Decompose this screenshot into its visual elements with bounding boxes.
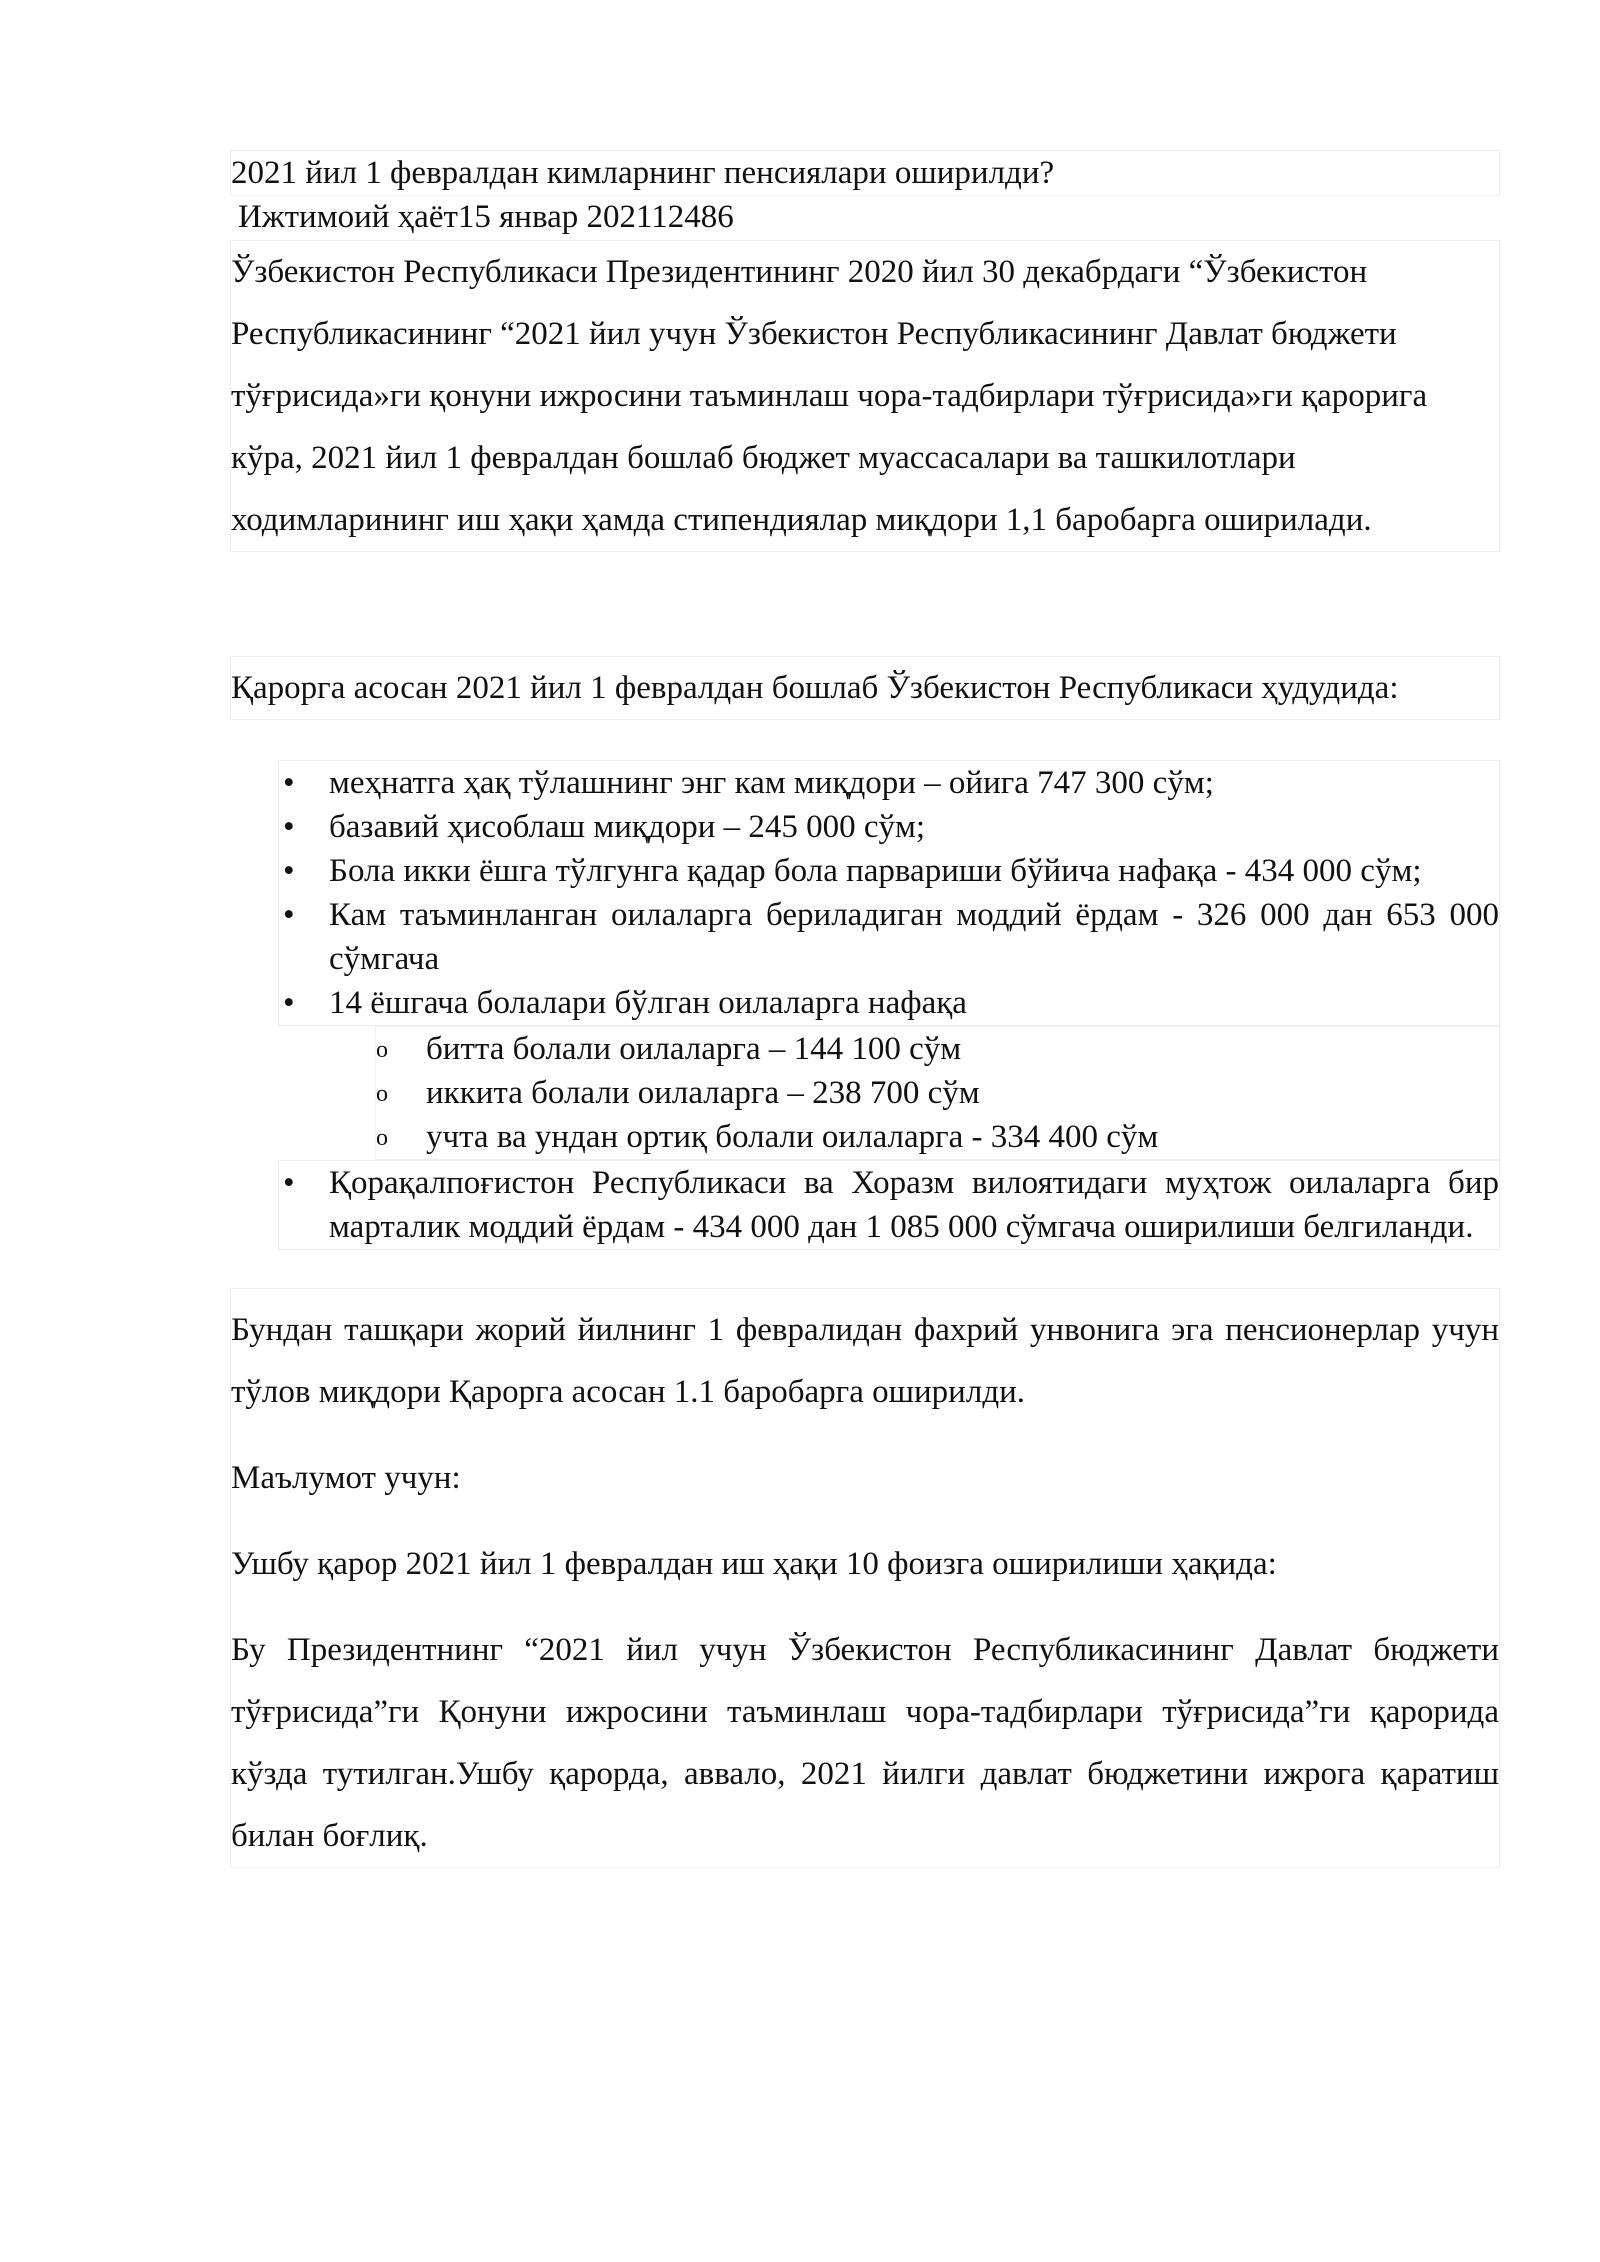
extra-paragraph: Бундан ташқари жорий йилнинг 1 февралидан фахрий унвонига эга пенсионерлар учун тўлов миқдори Қарорга асосан 1.1 баробарга оширилди. <box>231 1312 1499 1410</box>
bullet-icon: • <box>283 985 295 1021</box>
bullet-icon: • <box>283 1165 295 1201</box>
article-meta: Ижтимоий ҳаёт15 январ 202112486 <box>238 199 734 235</box>
sub-list-item-text: учта ва ундан ортиқ болали оилаларга - 334 400 сўм <box>426 1119 1159 1155</box>
bullet-icon: • <box>283 897 295 933</box>
bullet-list-main <box>278 760 1500 1026</box>
list-item-text: Қорақалпоғистон Республикаси ва Хоразм вилоятидаги муҳтож оилаларга бир марталик моддий ёрдам - 434 000 дан 1 085 000 сўмгача оширилиши белгиланди. <box>329 1165 1499 1245</box>
article-title: 2021 йил 1 февралдан кимларнинг пенсиялари оширилди? <box>230 150 1500 196</box>
list-item <box>279 1161 1499 1249</box>
sub-list-item-text: иккита болали оилаларга – 238 700 сўм <box>426 1075 980 1111</box>
circle-bullet-icon: o <box>376 1081 388 1107</box>
list-item-text: меҳнатга ҳақ тўлашнинг энг кам миқдори – ойига 747 300 сўм; <box>329 765 1214 801</box>
list-item-text: 14 ёшгача болалари бўлган оилаларга нафақа <box>329 985 967 1021</box>
sub-list-item <box>376 1115 1499 1159</box>
bullet-list-tail <box>278 1160 1500 1250</box>
list-item-text: Кам таъминланган оилаларга бериладиган моддий ёрдам - 326 000 дан 653 000 сўмгача <box>329 897 1499 977</box>
list-item <box>279 849 1499 893</box>
bullet-icon: • <box>283 765 295 801</box>
sub-list-item-text: битта болали оилаларга – 144 100 сўм <box>426 1031 962 1067</box>
decree-paragraph: Ушбу қарор 2021 йил 1 февралдан иш ҳақи 10 фоизга оширилиши ҳақида: <box>231 1546 1277 1582</box>
circle-bullet-icon: o <box>376 1125 388 1151</box>
list-item-text: базавий ҳисоблаш миқдори – 245 000 сўм; <box>329 809 926 845</box>
list-item <box>279 805 1499 849</box>
final-paragraph: Бу Президентнинг “2021 йил учун Ўзбекистон Республикасининг Давлат бюджети тўғрисида”ги Қонуни ижросини таъминлаш чора-тадбирлари тўғрисида”ги қарорида кўзда тутилган.Ушбу қарорда, аввало, 2021 йилги давлат бюджетини ижрога қаратиш билан боғлиқ. <box>231 1632 1499 1854</box>
sub-list-item <box>376 1071 1499 1115</box>
closing-section <box>230 1288 1500 1868</box>
bullet-icon: • <box>283 809 295 845</box>
sub-list <box>375 1026 1500 1160</box>
circle-bullet-icon: o <box>376 1037 388 1063</box>
list-item-text: Бола икки ёшга тўлгунга қадар бола парвариши бўйича нафақа - 434 000 сўм; <box>329 853 1422 889</box>
list-item <box>279 893 1499 981</box>
bullet-icon: • <box>283 853 295 889</box>
list-item <box>279 981 1499 1025</box>
document-page <box>230 150 1500 1868</box>
sub-list-item <box>376 1027 1499 1071</box>
intro-paragraph: Ўзбекистон Республикаси Президентининг 2020 йил 30 декабрдаги “Ўзбекистон Республикасининг “2021 йил учун Ўзбекистон Республикасининг Давлат бюджети тўғрисида»ги қонуни ижросини таъминлаш чора-тадбирлари тўғрисида»ги қарорига кўра, 2021 йил 1 февралдан бошлаб бюджет муассасалари ва ташкилотлари ходимларининг иш ҳақи ҳамда стипендиялар миқдори 1,1 баробарга оширилади. <box>230 240 1500 552</box>
lead-paragraph: Қарорга асосан 2021 йил 1 февралдан бошлаб Ўзбекистон Республикаси ҳудудида: <box>230 656 1500 720</box>
list-item <box>279 761 1499 805</box>
info-label: Маълумот учун: <box>231 1460 461 1496</box>
